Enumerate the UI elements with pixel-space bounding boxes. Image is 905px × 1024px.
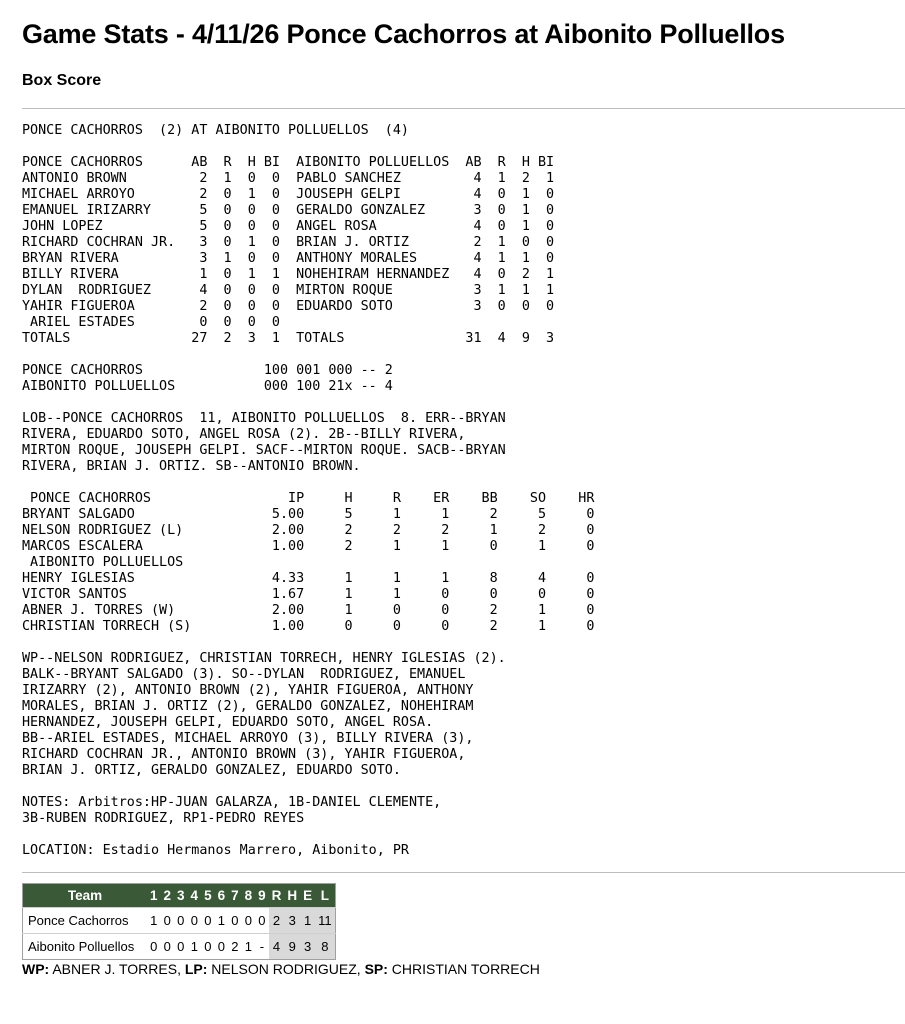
linescore-header-team: Team	[23, 884, 148, 908]
linescore-inning-cell: 0	[174, 934, 188, 960]
page-title: Game Stats - 4/11/26 Ponce Cachorros at Aibonito Polluellos	[22, 19, 785, 49]
linescore-inning-cell: 0	[215, 934, 229, 960]
linescore-row	[23, 934, 336, 960]
linescore-header-inning: 6	[215, 884, 229, 908]
linescore-header-inning: 3	[174, 884, 188, 908]
linescore-team-name: Ponce Cachorros	[23, 908, 148, 934]
linescore-inning-cell: 0	[201, 908, 215, 934]
linescore-inning-cell: 0	[188, 908, 202, 934]
linescore-inning-cell: 0	[201, 934, 215, 960]
linescore-inning-cell: 0	[147, 934, 161, 960]
linescore-inning-cell: 0	[161, 908, 175, 934]
linescore-inning-cell: 1	[242, 934, 256, 960]
linescore-header-inning: 5	[201, 884, 215, 908]
linescore-header-inning: 2	[161, 884, 175, 908]
linescore-table	[22, 883, 336, 960]
winning-pitcher-value: ABNER J. TORRES,	[49, 961, 185, 977]
linescore-inning-cell: 0	[255, 908, 269, 934]
linescore-header-inning: 9	[255, 884, 269, 908]
linescore-header-inning: 1	[147, 884, 161, 908]
linescore-inning-cell: 1	[147, 908, 161, 934]
losing-pitcher-label: LP:	[184, 961, 208, 977]
linescore-inning-cell: 1	[188, 934, 202, 960]
starting-pitcher-label: SP:	[364, 961, 388, 977]
linescore-header-lob: L	[315, 884, 335, 908]
starting-pitcher-value: CHRISTIAN TORRECH	[387, 961, 540, 977]
linescore-total-runs: 4	[269, 934, 285, 960]
linescore-row	[23, 908, 336, 934]
divider-bottom	[22, 872, 905, 873]
linescore-total-hits: 3	[284, 908, 300, 934]
pitchers-of-record	[22, 961, 905, 978]
linescore-header-row	[23, 884, 336, 908]
winning-pitcher-label: WP:	[22, 961, 50, 977]
linescore-inning-cell: 0	[161, 934, 175, 960]
box-score-text: PONCE CACHORROS (2) AT AIBONITO POLLUELLOS (4) PONCE CACHORROS AB R H BI AIBONITO POLLUELLOS AB R H BI ANTONIO BROWN 2 1 0 0 PABLO SANCHEZ 4 1 2 1 MICHAEL ARROYO 2 0 1 0 JOUSEPH GELPI 4 0 1 0 EMANUEL IRIZARRY 5 0 0 0 GERALDO GONZALEZ 3 0 1 0 JOHN LOPEZ 5 0 0 0 ANGEL ROSA 4 0 1 0 RICHARD COCHRAN JR. 3 0 1 0 BRIAN J. ORTIZ 2 1 0 0 BRYAN RIVERA 3 1 0 0 ANTHONY MORALES 4 1 1 0 BILLY RIVERA 1 0 1 1 NOHEHIRAM HERNANDEZ 4 0 2 1 DYLAN RODRIGUEZ 4 0 0 0 MIRTON ROQUE 3 1 1 1 YAHIR FIGUEROA 2 0 0 0 EDUARDO SOTO 3 0 0 0 ARIEL ESTADES 0 0 0 0 TOTALS 27 2 3 1 TOTALS 31 4 9 3 PONCE CACHORROS 100 001 000 -- 2 AIBONITO POLLUELLOS 000 100 21x -- 4 LOB--PONCE CACHORROS 11, AIBONITO POLLUELLOS 8. ERR--BRYAN RIVERA, EDUARDO SOTO, ANGEL ROSA (2). 2B--BILLY RIVERA, MIRTON ROQUE, JOUSEPH GELPI. SACF--MIRTON ROQUE. SACB--BRYAN RIVERA, BRIAN J. ORTIZ. SB--ANTONIO BROWN. PONCE CACHORROS IP H R ER BB SO HR BRYANT SALGADO 5.00 5 1 1 2 5 0 NELSON RODRIGUEZ (L) 2.00 2 2 2 1 2 0 MARCOS ESCALERA 1.00 2 1 1 0 1 0 AIBONITO POLLUELLOS HENRY IGLESIAS 4.33 1 1 1 8 4 0 VICTOR SANTOS 1.67 1 1 0 0 0 0 ABNER J. TORRES (W) 2.00 1 0 0 2 1 0 CHRISTIAN TORRECH (S) 1.00 0 0 0 2 1 0 WP--NELSON RODRIGUEZ, CHRISTIAN TORRECH, HENRY IGLESIAS (2). BALK--BRYANT SALGADO (3). SO--DYLAN RODRIGUEZ, EMANUEL IRIZARRY (2), ANTONIO BROWN (2), YAHIR FIGUEROA, ANTHONY MORALES, BRIAN J. ORTIZ (2), GERALDO GONZALEZ, NOHEHIRAM HERNANDEZ, JOUSEPH GELPI, EDUARDO SOTO, ANGEL ROSA. BB--ARIEL ESTADES, MICHAEL ARROYO (3), BILLY RIVERA (3), RICHARD COCHRAN JR., ANTONIO BROWN (3), YAHIR FIGUEROA, BRIAN J. ORTIZ, GERALDO GONZALEZ, EDUARDO SOTO. NOTES: Arbitros:HP-JUAN GALARZA, 1B-DANIEL CLEMENTE, 3B-RUBEN RODRIGUEZ, RP1-PEDRO REYES LOCATION: Estadio Hermanos Marrero, Aibonito, PR	[22, 123, 595, 858]
linescore-total-errors: 3	[300, 934, 315, 960]
linescore-inning-cell: -	[255, 934, 269, 960]
linescore-inning-cell: 0	[242, 908, 256, 934]
divider-top	[22, 108, 905, 109]
linescore-total-runs: 2	[269, 908, 285, 934]
linescore-inning-cell: 0	[174, 908, 188, 934]
linescore-total-errors: 1	[300, 908, 315, 934]
linescore-header-errors: E	[300, 884, 315, 908]
linescore-inning-cell: 1	[215, 908, 229, 934]
linescore-header-inning: 7	[228, 884, 242, 908]
section-title-box-score: Box Score	[22, 72, 102, 89]
linescore-header-inning: 4	[188, 884, 202, 908]
linescore-header-hits: H	[284, 884, 300, 908]
linescore-total-lob: 11	[315, 908, 335, 934]
linescore-header-runs: R	[269, 884, 285, 908]
linescore-team-name: Aibonito Polluellos	[23, 934, 148, 960]
losing-pitcher-value: NELSON RODRIGUEZ,	[207, 961, 365, 977]
linescore-total-hits: 9	[284, 934, 300, 960]
linescore-inning-cell: 0	[228, 908, 242, 934]
linescore-inning-cell: 2	[228, 934, 242, 960]
linescore-total-lob: 8	[315, 934, 335, 960]
linescore-header-inning: 8	[242, 884, 256, 908]
